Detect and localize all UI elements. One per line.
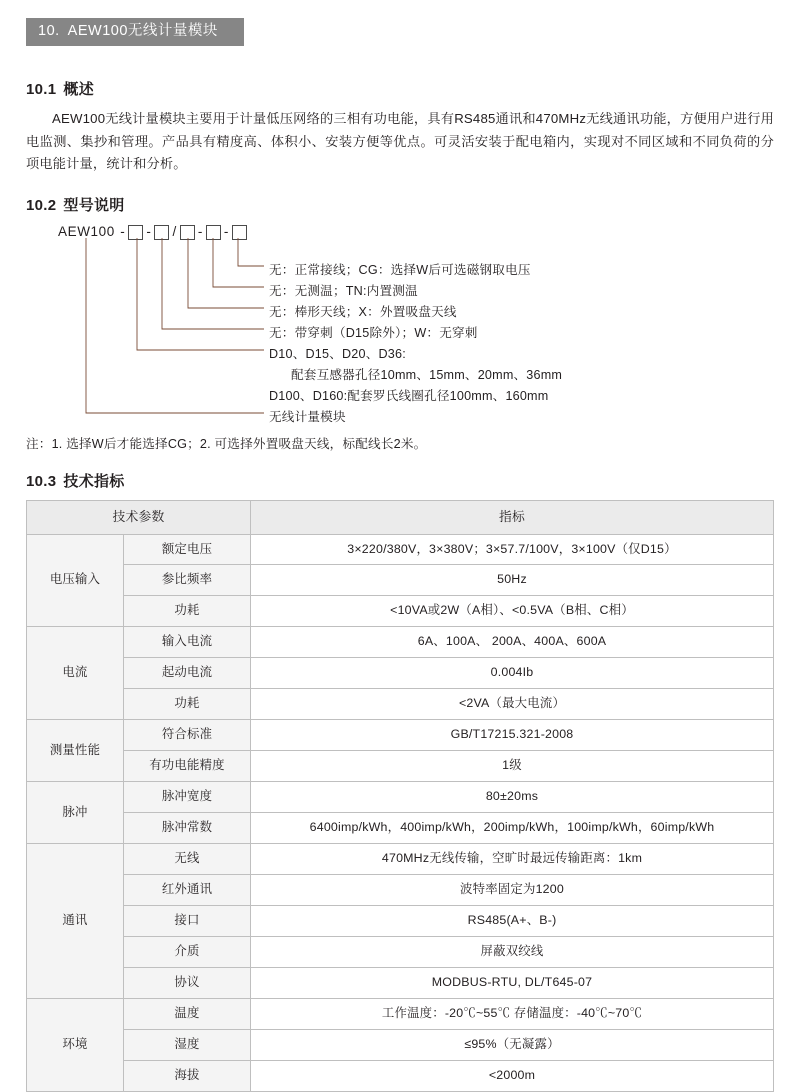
table-row xyxy=(27,1030,774,1061)
model-code-line: AEW100 - - / - - xyxy=(58,224,249,240)
spec-value: 50Hz xyxy=(251,565,774,596)
spec-sub-label: 脉冲宽度 xyxy=(124,782,251,813)
table-header-row xyxy=(27,500,774,534)
spec-value: 6A、100A、 200A、400A、600A xyxy=(251,627,774,658)
model-label-3: 无：带穿刺（D15除外）；W：无穿刺 xyxy=(269,325,478,340)
spec-group-label: 电压输入 xyxy=(27,534,124,627)
model-code-prefix: AEW100 xyxy=(58,223,115,239)
chapter-number: 10. xyxy=(38,23,60,39)
spec-sub-label: 温度 xyxy=(124,999,251,1030)
spec-sub-label: 介质 xyxy=(124,937,251,968)
section-number-overview: 10.1 xyxy=(26,80,57,98)
table-row xyxy=(27,627,774,658)
spec-group-label: 电流 xyxy=(27,627,124,720)
section-heading-model xyxy=(26,194,774,215)
spec-sub-label: 参比频率 xyxy=(124,565,251,596)
model-label-0: 无：正常接线；CG：选择W后可选磁钢取电压 xyxy=(269,262,531,277)
section-heading-overview xyxy=(26,78,774,99)
model-note: 注：1. 选择W后才能选择CG；2. 可选择外置吸盘天线，标配线长2米。 xyxy=(26,436,427,451)
table-header-value: 指标 xyxy=(251,500,774,534)
spec-group-label: 脉冲 xyxy=(27,782,124,844)
spec-value: 屏蔽双绞线 xyxy=(251,937,774,968)
spec-sub-label: 功耗 xyxy=(124,689,251,720)
table-row xyxy=(27,999,774,1030)
overview-paragraph: AEW100无线计量模块主要用于计量低压网络的三相有功电能，具有RS485通讯和470MHz无线通讯功能，方便用户进行用电监测、集抄和管理。产品具有精度高、体积小、安装方便等优点。可灵活安装于配电箱内，实现对不同区域和不同负荷的分项电能计量，统计和分析。 xyxy=(26,110,774,172)
model-label-5: 配套互感器孔径10mm、15mm、20mm、36mm xyxy=(291,367,563,382)
section-title-model: 型号说明 xyxy=(63,196,125,214)
table-row xyxy=(27,906,774,937)
section-title-specs: 技术指标 xyxy=(63,472,125,490)
spec-value: 工作温度：-20℃~55℃ 存储温度：-40℃~70℃ xyxy=(251,999,774,1030)
table-row xyxy=(27,937,774,968)
spec-sub-label: 协议 xyxy=(124,968,251,999)
spec-sub-label: 脉冲常数 xyxy=(124,813,251,844)
section-title-overview: 概述 xyxy=(63,80,95,98)
spec-value: 1级 xyxy=(251,751,774,782)
spec-sub-label: 无线 xyxy=(124,844,251,875)
table-row xyxy=(27,689,774,720)
spec-value: <2000m xyxy=(251,1061,774,1092)
spec-value: 6400imp/kWh，400imp/kWh，200imp/kWh，100imp/kWh，60imp/kWh xyxy=(251,813,774,844)
spec-sub-label: 起动电流 xyxy=(124,658,251,689)
spec-value: <2VA（最大电流） xyxy=(251,689,774,720)
model-label-4: D10、D15、D20、D36: xyxy=(269,346,406,361)
spec-table-body xyxy=(27,534,774,1092)
chapter-title: AEW100无线计量模块 xyxy=(67,23,218,39)
model-label-6: D100、D160:配套罗氏线圈孔径100mm、160mm xyxy=(269,388,549,403)
spec-value: 470MHz无线传输，空旷时最远传输距离：1km xyxy=(251,844,774,875)
model-label-1: 无：无测温；TN:内置测温 xyxy=(269,283,418,298)
table-row xyxy=(27,875,774,906)
table-row xyxy=(27,1061,774,1092)
table-row xyxy=(27,844,774,875)
spec-sub-label: 额定电压 xyxy=(124,534,251,565)
spec-table xyxy=(26,500,774,1092)
section-number-model: 10.2 xyxy=(26,196,57,214)
table-row xyxy=(27,813,774,844)
spec-value: 3×220/380V，3×380V；3×57.7/100V，3×100V（仅D15） xyxy=(251,534,774,565)
spec-sub-label: 输入电流 xyxy=(124,627,251,658)
spec-sub-label: 符合标准 xyxy=(124,720,251,751)
spec-value: RS485(A+、B-) xyxy=(251,906,774,937)
spec-value: 波特率固定为1200 xyxy=(251,875,774,906)
table-row xyxy=(27,720,774,751)
table-row xyxy=(27,565,774,596)
section-number-specs: 10.3 xyxy=(26,472,57,490)
spec-sub-label: 海拔 xyxy=(124,1061,251,1092)
table-header-parameter: 技术参数 xyxy=(27,500,251,534)
spec-value: 80±20ms xyxy=(251,782,774,813)
spec-value: GB/T17215.321-2008 xyxy=(251,720,774,751)
model-label-2: 无：棒形天线；X：外置吸盘天线 xyxy=(269,304,457,319)
spec-value: MODBUS-RTU, DL/T645-07 xyxy=(251,968,774,999)
table-row xyxy=(27,751,774,782)
model-designation-diagram xyxy=(26,224,774,429)
table-row xyxy=(27,658,774,689)
spec-sub-label: 接口 xyxy=(124,906,251,937)
table-row xyxy=(27,596,774,627)
spec-group-label: 测量性能 xyxy=(27,720,124,782)
spec-group-label: 环境 xyxy=(27,999,124,1092)
chapter-title-bar xyxy=(26,18,244,46)
spec-value: <10VA或2W（A相）、<0.5VA（B相、C相） xyxy=(251,596,774,627)
model-label-7: 无线计量模块 xyxy=(269,409,346,424)
spec-sub-label: 红外通讯 xyxy=(124,875,251,906)
spec-sub-label: 有功电能精度 xyxy=(124,751,251,782)
spec-value: 0.004Ib xyxy=(251,658,774,689)
spec-sub-label: 湿度 xyxy=(124,1030,251,1061)
table-row xyxy=(27,534,774,565)
spec-sub-label: 功耗 xyxy=(124,596,251,627)
table-row xyxy=(27,782,774,813)
table-row xyxy=(27,968,774,999)
model-label-list xyxy=(269,260,739,428)
section-heading-specs xyxy=(26,470,774,491)
spec-value: ≤95%（无凝露） xyxy=(251,1030,774,1061)
spec-group-label: 通讯 xyxy=(27,844,124,999)
